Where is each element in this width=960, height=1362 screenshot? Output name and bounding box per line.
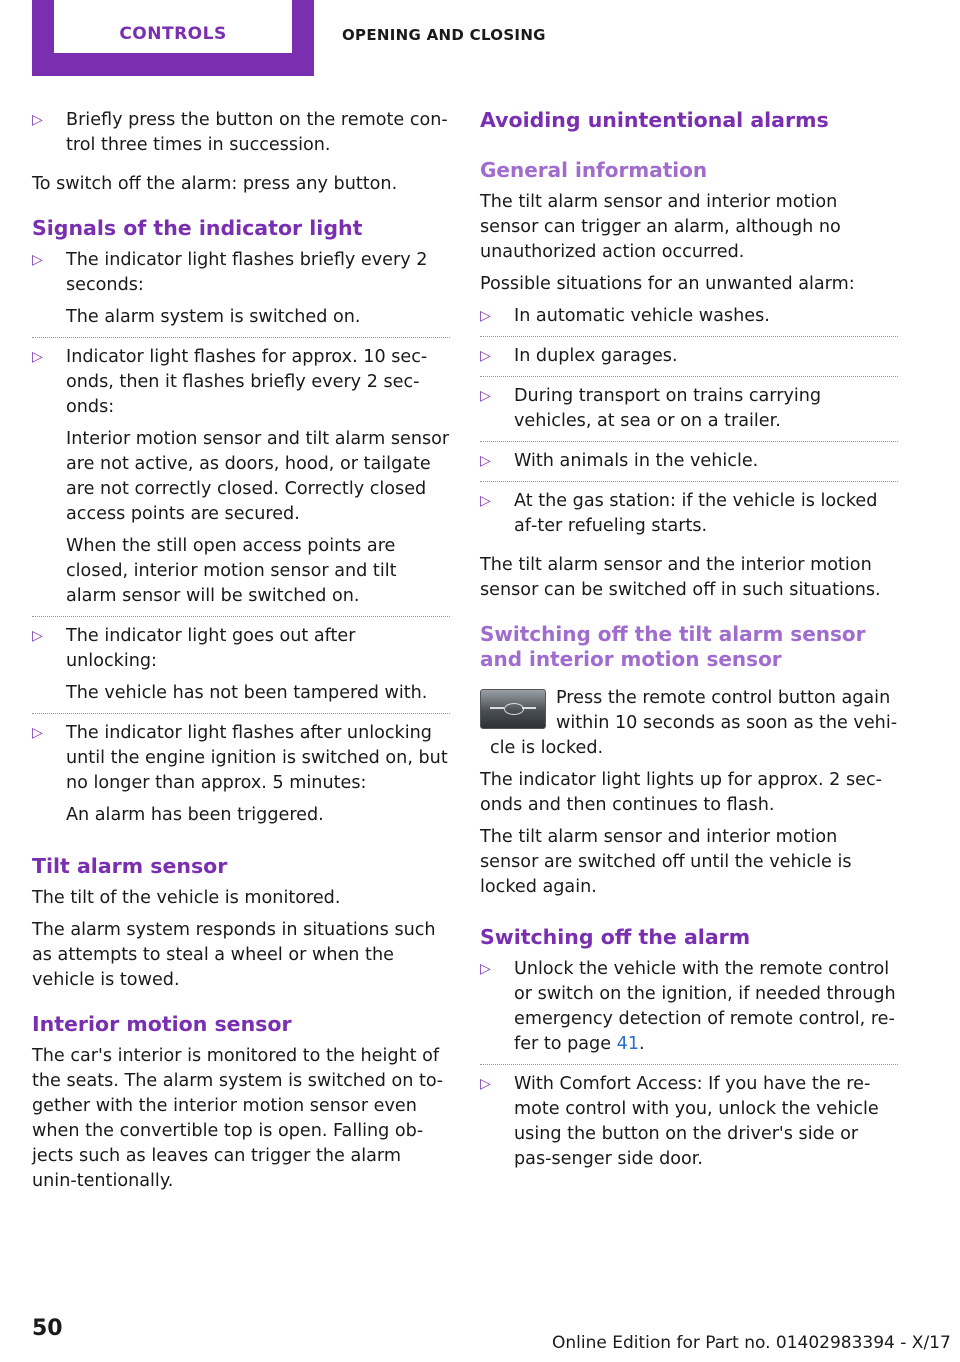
list-item-text: The indicator light goes out after unlocking: (66, 626, 356, 671)
list-item (32, 721, 450, 835)
general-paragraph: Possible situations for an unwanted alarm: (480, 274, 855, 294)
list-item-text: With animals in the vehicle. (514, 451, 759, 471)
tilt-heading: Tilt alarm sensor (32, 854, 228, 878)
signals-list (32, 248, 450, 835)
list-item-text: Briefly press the button on the remote con‐trol three times in succession. (66, 110, 448, 155)
list-item-text: During transport on trains carrying vehicles, at sea or on a trailer. (514, 386, 822, 431)
section-breadcrumb: OPENING AND CLOSING (342, 26, 546, 44)
tilt-paragraph: The tilt of the vehicle is monitored. (32, 888, 341, 908)
list-item (32, 624, 450, 714)
switch-off-sensor-heading: Switching off the tilt alarm sensor and interior motion sensor (480, 622, 866, 671)
general-heading: General information (480, 158, 708, 182)
interior-paragraph: The car's interior is monitored to the height of the seats. The alarm system is switched on to‐gether with the interior motion sensor even when the convertible top is open. Falling ob‐jects such as leaves can trigger the alarm unin‐tentionally. (32, 1046, 444, 1191)
chapter-tab-label: CONTROLS (54, 0, 292, 53)
switch-off-alarm-list (480, 957, 898, 1179)
remote-button-note (480, 686, 898, 761)
triangle-bullet-icon: ▷ (32, 725, 43, 741)
list-item-detail: The alarm system is switched on. (66, 307, 361, 327)
press-text: Press the remote control button again within 10 seconds as soon as the vehi‐cle is locked. (490, 688, 898, 758)
triangle-bullet-icon: ▷ (32, 252, 43, 268)
list-item-text: Unlock the vehicle with the remote control or switch on the ignition, if needed through emergency detection of remote control, re‐fer to page 41. (514, 959, 896, 1054)
left-column (32, 108, 450, 1201)
tilt-paragraph: The alarm system responds in situations such as attempts to steal a wheel or when the vehicle is towed. (32, 920, 436, 990)
list-item (480, 344, 898, 377)
switched-off-text: The tilt alarm sensor and interior motion sensor are switched off until the vehicle is locked again. (480, 827, 852, 897)
general-paragraph: The tilt alarm sensor and the interior motion sensor can be switched off in such situations. (480, 555, 881, 600)
switch-off-alarm-heading: Switching off the alarm (480, 925, 751, 949)
page-number: 50 (32, 1316, 63, 1341)
switch-off-text: To switch off the alarm: press any button. (32, 174, 398, 194)
list-item (32, 108, 450, 165)
interior-heading: Interior motion sensor (32, 1012, 292, 1036)
list-item-text: The indicator light flashes after unlocking until the engine ignition is switched on, but no longer than approx. 5 minutes: (66, 723, 448, 793)
triangle-bullet-icon: ▷ (480, 388, 491, 404)
situations-list (480, 304, 898, 546)
page-header (0, 0, 960, 80)
list-item-detail: An alarm has been triggered. (66, 805, 324, 825)
triangle-bullet-icon: ▷ (480, 348, 491, 364)
list-item-text: In duplex garages. (514, 346, 678, 366)
triangle-bullet-icon: ▷ (480, 961, 491, 977)
list-item (480, 489, 898, 546)
list-item (32, 345, 450, 617)
triangle-bullet-icon: ▷ (480, 1076, 491, 1092)
list-item-text: With Comfort Access: If you have the re‐mote control with you, unlock the vehicle using the button on the driver's side or pas‐senger side door. (514, 1074, 879, 1169)
triangle-bullet-icon: ▷ (32, 349, 43, 365)
list-item-text: The indicator light flashes briefly every 2 seconds: (66, 250, 428, 295)
list-item (32, 248, 450, 338)
edition-footer: Online Edition for Part no. 01402983394 - X/17 (552, 1333, 951, 1353)
list-item-text: At the gas station: if the vehicle is locked af‐ter refueling starts. (514, 491, 878, 536)
list-item-text: Indicator light flashes for approx. 10 sec‐onds, then it flashes briefly every 2 sec‐onds: (66, 347, 428, 417)
triangle-bullet-icon: ▷ (32, 112, 43, 128)
list-item-detail: When the still open access points are closed, interior motion sensor and tilt alarm sensor will be switched on. (66, 536, 397, 606)
page-link[interactable]: 41 (616, 1034, 640, 1054)
right-column (480, 108, 898, 1186)
general-paragraph: The tilt alarm sensor and interior motion sensor can trigger an alarm, although no unauthorized action occurred. (480, 192, 841, 262)
lights-text: The indicator light lights up for approx. 2 sec‐onds and then continues to flash. (480, 770, 882, 815)
list-item (480, 304, 898, 337)
remote-press-list (32, 108, 450, 165)
triangle-bullet-icon: ▷ (480, 493, 491, 509)
list-item-detail: Interior motion sensor and tilt alarm sensor are not active, as doors, hood, or tailgate are not correctly closed. Correctly closed access points are secured. (66, 429, 450, 524)
list-item (480, 449, 898, 482)
remote-button-icon (480, 689, 546, 729)
triangle-bullet-icon: ▷ (32, 628, 43, 644)
list-item (480, 384, 898, 442)
chapter-tab[interactable] (32, 0, 314, 76)
list-item-detail: The vehicle has not been tampered with. (66, 683, 428, 703)
triangle-bullet-icon: ▷ (480, 453, 491, 469)
triangle-bullet-icon: ▷ (480, 308, 491, 324)
avoid-heading: Avoiding unintentional alarms (480, 108, 829, 132)
list-item (480, 1072, 898, 1179)
signals-heading: Signals of the indicator light (32, 216, 363, 240)
list-item-text: In automatic vehicle washes. (514, 306, 770, 326)
list-item (480, 957, 898, 1065)
